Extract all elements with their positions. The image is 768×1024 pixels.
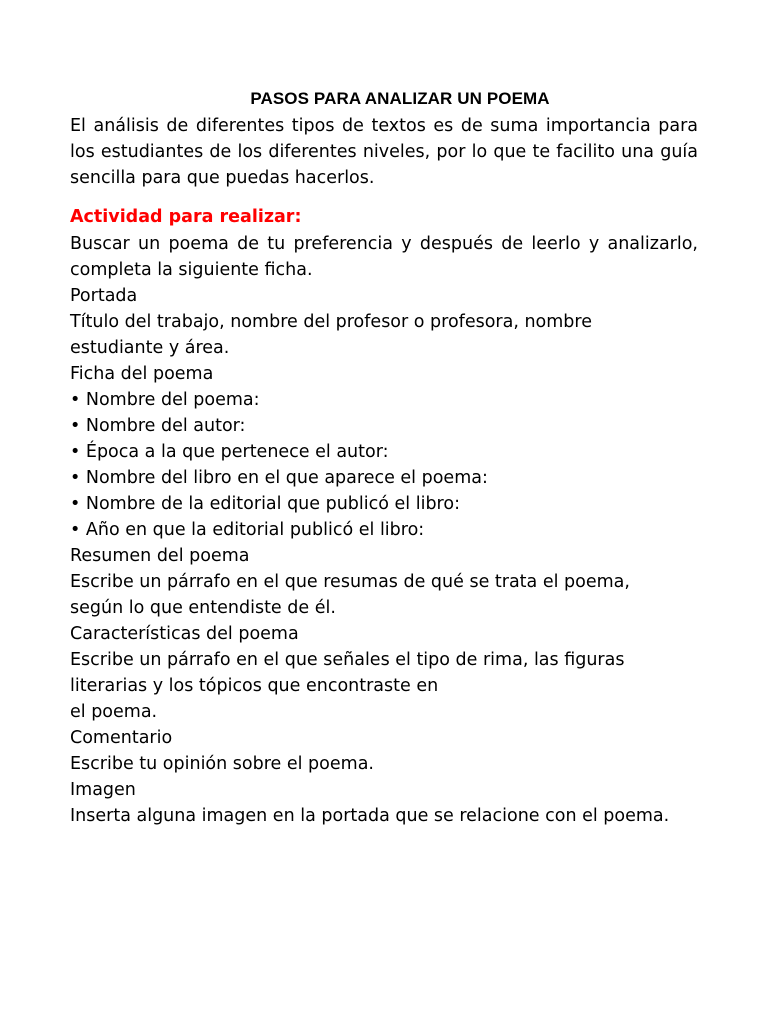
intro-line-3: sencilla para que puedas hacerlos. xyxy=(70,168,375,188)
ficha-item-anio: • Año en que la editorial publicó el libro: xyxy=(70,520,425,540)
comentario-line-1: Escribe tu opinión sobre el poema. xyxy=(70,754,374,774)
ficha-item-poema: • Nombre del poema: xyxy=(70,390,260,410)
comentario-heading: Comentario xyxy=(70,728,173,748)
resumen-line-2: según lo que entendiste de él. xyxy=(70,598,336,618)
portada-line-2: estudiante y área. xyxy=(70,338,230,358)
intro-line-2: los estudiantes de los diferentes niveles, por lo que te facilito una guía xyxy=(70,142,698,162)
caracteristicas-heading: Características del poema xyxy=(70,624,299,644)
activity-line-1: Buscar un poema de tu preferencia y después de leerlo y analizarlo, xyxy=(70,234,698,254)
resumen-line-1: Escribe un párrafo en el que resumas de qué se trata el poema, xyxy=(70,572,630,592)
portada-line-1: Título del trabajo, nombre del profesor o profesora, nombre xyxy=(70,312,592,332)
imagen-line-1: Inserta alguna imagen en la portada que se relacione con el poema. xyxy=(70,806,670,826)
intro-line-1: El análisis de diferentes tipos de textos es de suma importancia para xyxy=(70,116,698,136)
ficha-item-editorial: • Nombre de la editorial que publicó el libro: xyxy=(70,494,460,514)
imagen-heading: Imagen xyxy=(70,780,136,800)
activity-heading: Actividad para realizar: xyxy=(70,207,302,227)
ficha-item-epoca: • Época a la que pertenece el autor: xyxy=(70,442,389,462)
paragraph-gap xyxy=(70,191,710,203)
caracteristicas-line-3: el poema. xyxy=(70,702,158,722)
resumen-heading: Resumen del poema xyxy=(70,546,250,566)
caracteristicas-line-1: Escribe un párrafo en el que señales el tipo de rima, las figuras xyxy=(70,650,625,670)
ficha-item-libro: • Nombre del libro en el que aparece el poema: xyxy=(70,468,488,488)
document-title: PASOS PARA ANALIZAR UN POEMA xyxy=(250,89,550,108)
document-page xyxy=(70,88,710,829)
ficha-heading: Ficha del poema xyxy=(70,364,214,384)
caracteristicas-line-2: literarias y los tópicos que encontraste en xyxy=(70,676,439,696)
ficha-item-autor: • Nombre del autor: xyxy=(70,416,246,436)
activity-line-2: completa la siguiente ficha. xyxy=(70,260,313,280)
portada-heading: Portada xyxy=(70,286,138,306)
